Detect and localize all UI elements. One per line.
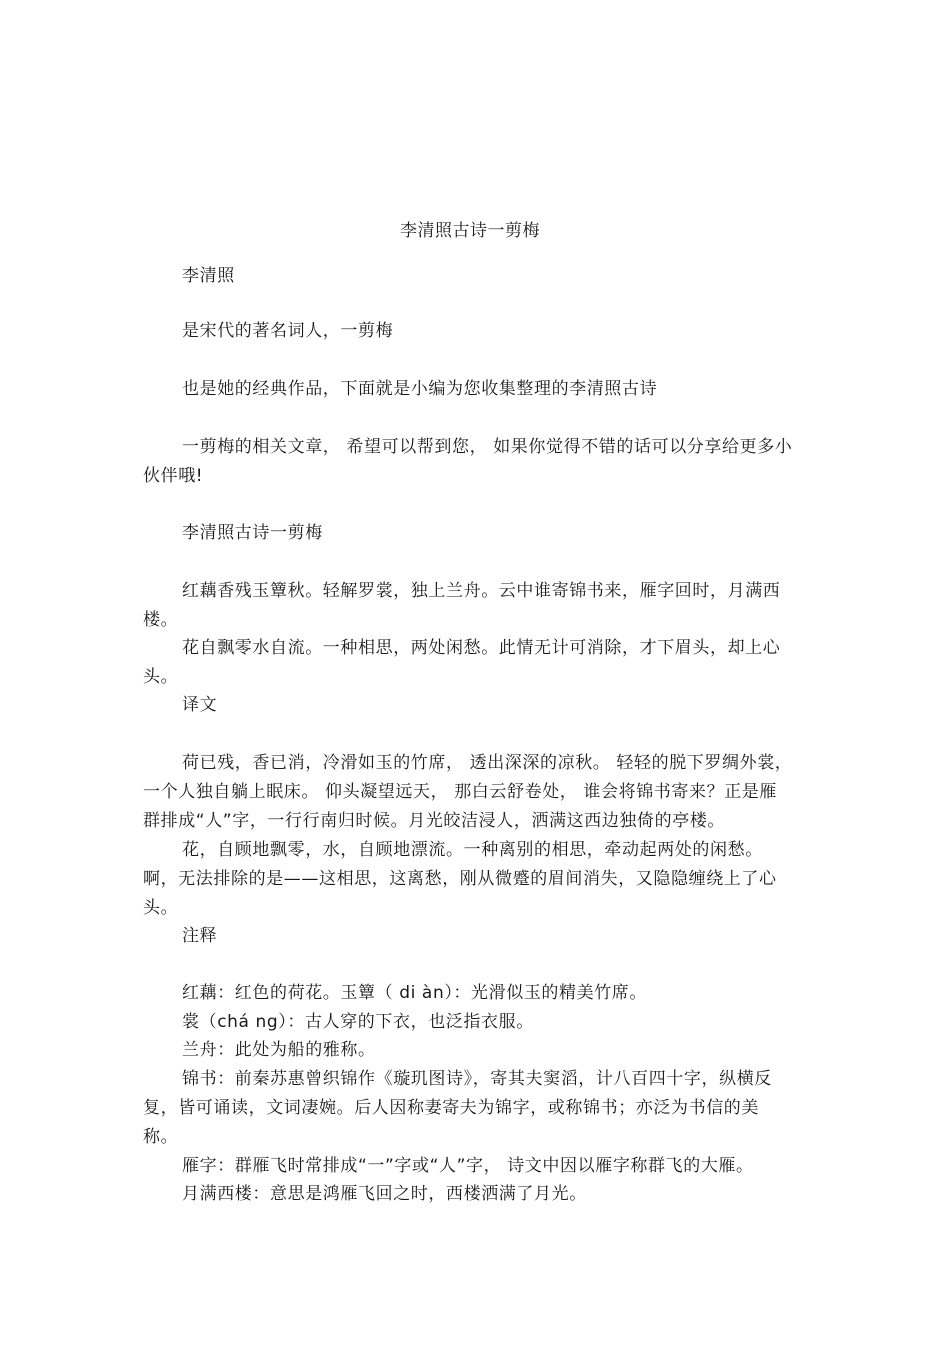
- intro-paragraph-1: 是宋代的著名词人，一剪梅: [182, 321, 394, 341]
- note-item: 锦书：前秦苏惠曾织锦作《璇玑图诗》，寄其夫窦滔，计八百四十字，纵横反复，皆可诵读，文词凄婉。后人因称妻寄夫为锦字，或称锦书；亦泛为书信的美称。: [143, 1069, 772, 1147]
- translation-paragraph-1: 荷已残，香已消，冷滑如玉的竹席， 透出深深的凉秋。 轻轻的脱下罗绸外裳，一个人独自躺上眠床。 仰头凝望远天， 那白云舒卷处， 谁会将锦书寄来？正是雁群排成“人”字，一行行南归时候。月光皎洁浸人，洒满这西边独倚的亭楼。: [143, 753, 793, 831]
- intro-paragraph-3: 一剪梅的相关文章， 希望可以帮到您， 如果你觉得不错的话可以分享给更多小伙伴哦!: [143, 437, 793, 486]
- intro-paragraph-2: 也是她的经典作品，下面就是小编为您收集整理的李清照古诗: [182, 379, 658, 399]
- document-title: 李清照古诗一剪梅: [400, 221, 540, 241]
- author-paragraph: 李清照: [182, 266, 235, 286]
- note-item: 月满西楼：意思是鸿雁飞回之时，西楼洒满了月光。: [182, 1184, 587, 1204]
- note-item: 红藕：红色的荷花。玉簟（ di àn）：光滑似玉的精美竹席。: [182, 983, 648, 1003]
- poem-stanza-1: 红藕香残玉簟秋。轻解罗裳，独上兰舟。云中谁寄锦书来，雁字回时，月满西楼。: [143, 581, 781, 630]
- notes-heading: 注释: [182, 926, 218, 946]
- note-item: 兰舟：此处为船的雅称。: [182, 1040, 376, 1060]
- translation-paragraph-2: 花，自顾地飘零，水，自顾地漂流。一种离别的相思，牵动起两处的闲愁。啊，无法排除的是——这相思，这离愁，刚从微蹙的眉间消失，又隐隐缠绕上了心头。: [143, 840, 777, 918]
- note-item: 雁字：群雁飞时常排成“一”字或“人”字， 诗文中因以雁字称群飞的大雁。: [182, 1156, 754, 1176]
- note-item: 裳（chá ng）：古人穿的下衣，也泛指衣服。: [182, 1012, 534, 1032]
- translation-heading: 译文: [182, 695, 218, 715]
- poem-heading: 李清照古诗一剪梅: [182, 523, 323, 543]
- poem-stanza-2: 花自飘零水自流。一种相思，两处闲愁。此情无计可消除，才下眉头，却上心头。: [143, 638, 781, 687]
